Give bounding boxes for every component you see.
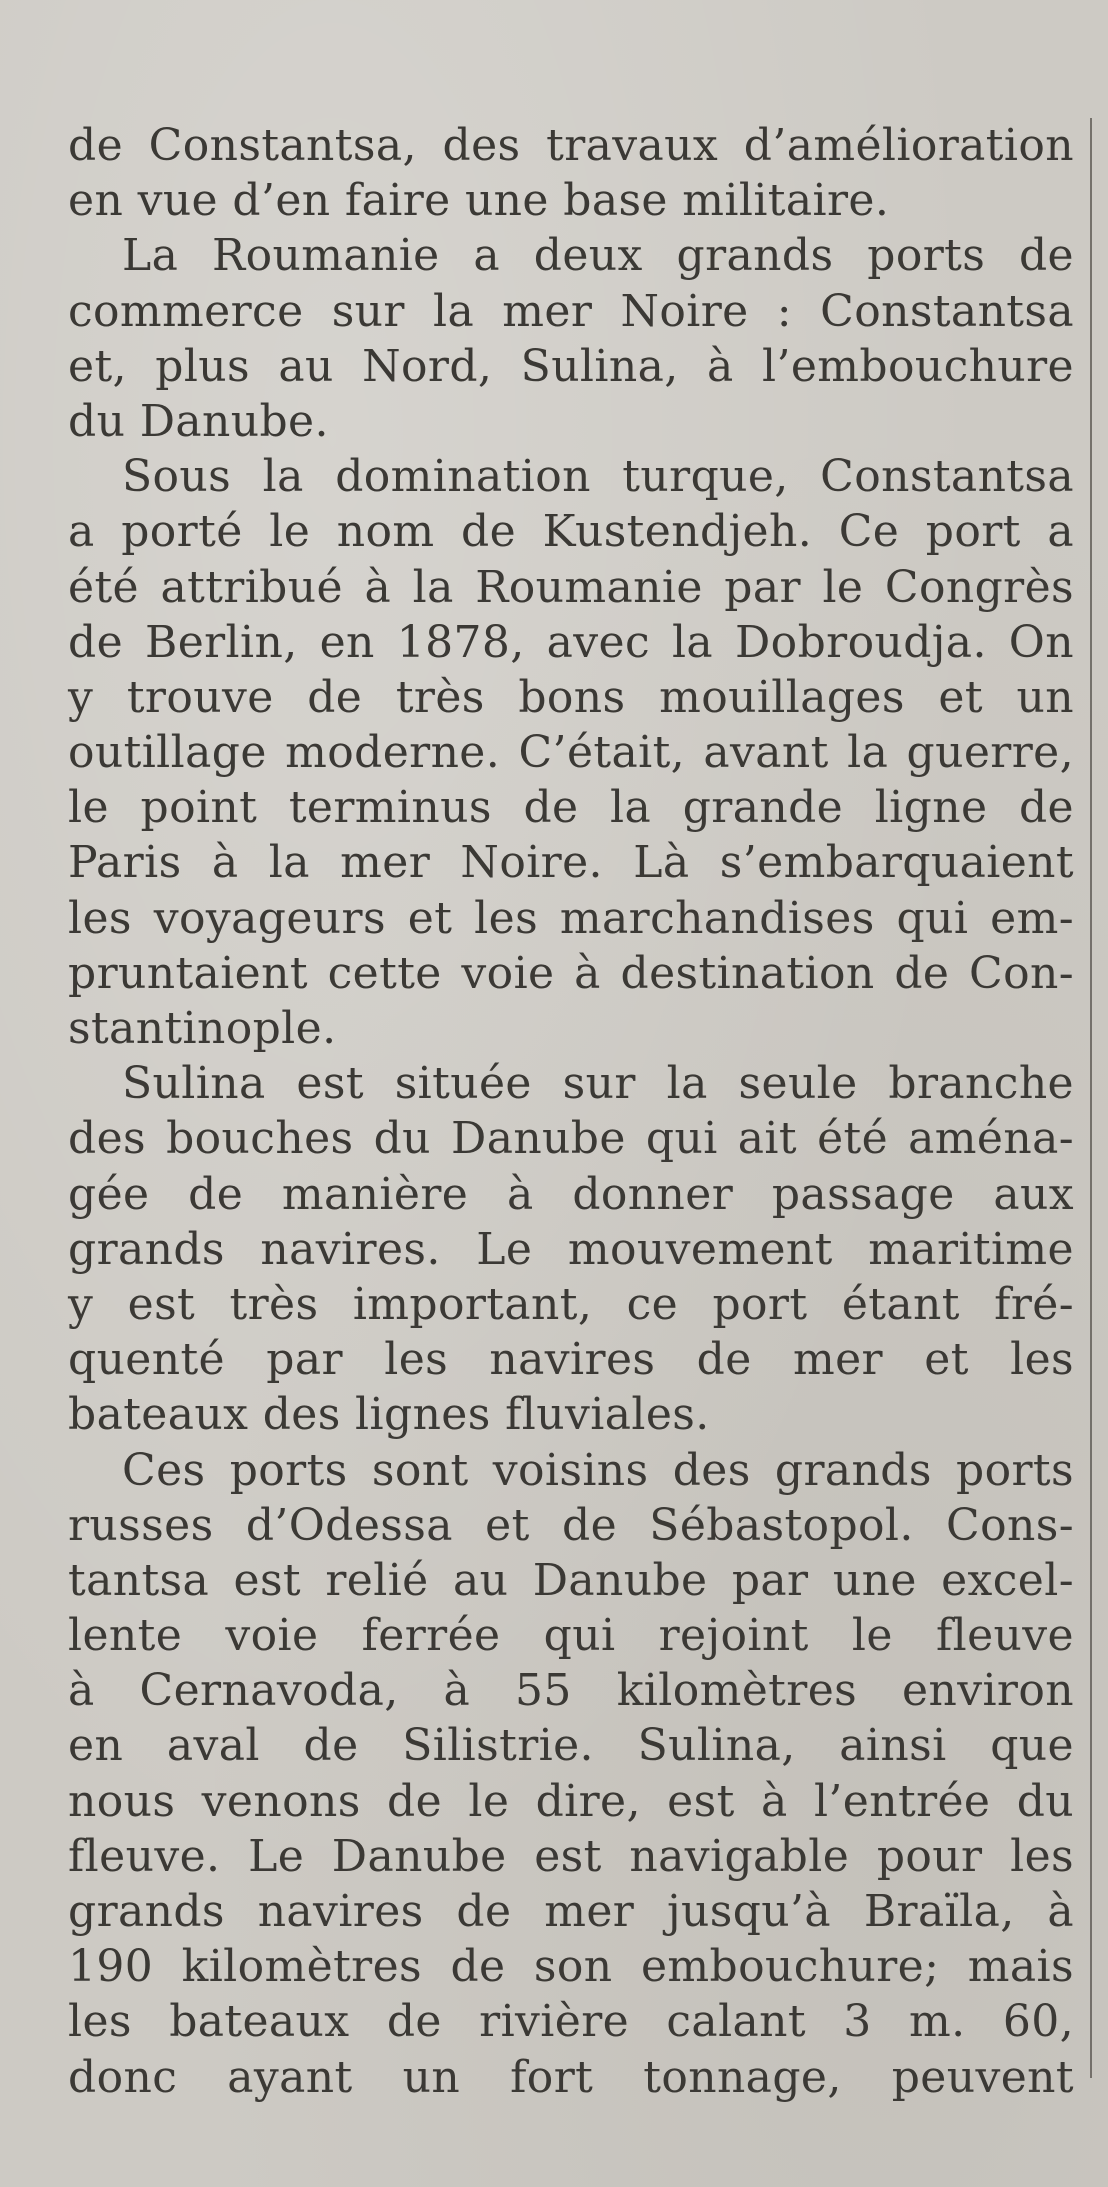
- paragraph-2: [68, 228, 1074, 449]
- text-line: des bouches du Danube qui ait été aména-: [68, 1113, 1074, 1165]
- text-line: nous venons de le dire, est à l’entrée du: [68, 1775, 1074, 1827]
- body-text: [68, 118, 1074, 2105]
- text-line: grands navires. Le mouvement maritime: [68, 1223, 1074, 1275]
- text-line: et, plus au Nord, Sulina, à l’embouchure: [68, 340, 1074, 392]
- text-line: du Danube.: [68, 395, 329, 447]
- text-line: tantsa est relié au Danube par une excel-: [68, 1554, 1074, 1606]
- text-line: le point terminus de la grande ligne de: [68, 782, 1074, 834]
- text-line: Sulina est située sur la seule branche: [122, 1058, 1074, 1110]
- text-line: donc ayant un fort tonnage, peuvent: [68, 2051, 1074, 2103]
- text-line: lente voie ferrée qui rejoint le fleuve: [68, 1610, 1074, 1662]
- text-line: grands navires de mer jusqu’à Braïla, à: [68, 1886, 1074, 1937]
- text-line: Ces ports sont voisins des grands ports: [122, 1444, 1074, 1496]
- text-line: fleuve. Le Danube est navigable pour les: [68, 1830, 1074, 1882]
- text-line: Sous la domination turque, Constantsa: [122, 451, 1074, 503]
- text-line: de Berlin, en 1878, avec la Dobroudja. On: [68, 616, 1074, 668]
- text-line: outillage moderne. C’était, avant la guerre,: [68, 727, 1074, 779]
- text-line: stantinople.: [68, 1003, 337, 1054]
- text-line: gée de manière à donner passage aux: [68, 1168, 1074, 1220]
- text-line: les voyageurs et les marchandises qui em-: [68, 892, 1074, 944]
- text-line: commerce sur la mer Noire : Constantsa: [68, 285, 1074, 337]
- text-line: à Cernavoda, à 55 kilomètres environ: [68, 1665, 1074, 1717]
- text-line: 190 kilomètres de son embouchure; mais: [68, 1941, 1074, 1993]
- paragraph-5: [68, 1443, 1074, 2105]
- text-line: La Roumanie a deux grands ports de: [122, 230, 1074, 282]
- text-line: en aval de Silistrie. Sulina, ainsi que: [68, 1720, 1074, 1772]
- paragraph-1: [68, 118, 1074, 228]
- text-line: russes d’Odessa et de Sébastopol. Cons-: [68, 1499, 1074, 1551]
- text-line: les bateaux de rivière calant 3 m. 60,: [68, 1996, 1074, 2048]
- text-line: pruntaient cette voie à destination de Con-: [68, 947, 1074, 999]
- text-line: Paris à la mer Noire. Là s’embarquaient: [68, 837, 1074, 889]
- text-line: a porté le nom de Kustendjeh. Ce port a: [68, 506, 1074, 558]
- text-line: y trouve de très bons mouillages et un: [68, 671, 1074, 723]
- paragraph-4: [68, 1056, 1074, 1442]
- text-line: été attribué à la Roumanie par le Congrès: [68, 561, 1074, 613]
- text-line: en vue d’en faire une base militaire.: [68, 175, 890, 227]
- text-line: y est très important, ce port étant fré-: [68, 1278, 1074, 1330]
- text-line: bateaux des lignes fluviales.: [68, 1389, 710, 1441]
- text-line: quenté par les navires de mer et les: [68, 1334, 1074, 1386]
- paragraph-3: [68, 449, 1074, 1056]
- text-line: de Constantsa, des travaux d’amélioration: [68, 120, 1074, 171]
- right-margin-rule: [1090, 118, 1092, 2078]
